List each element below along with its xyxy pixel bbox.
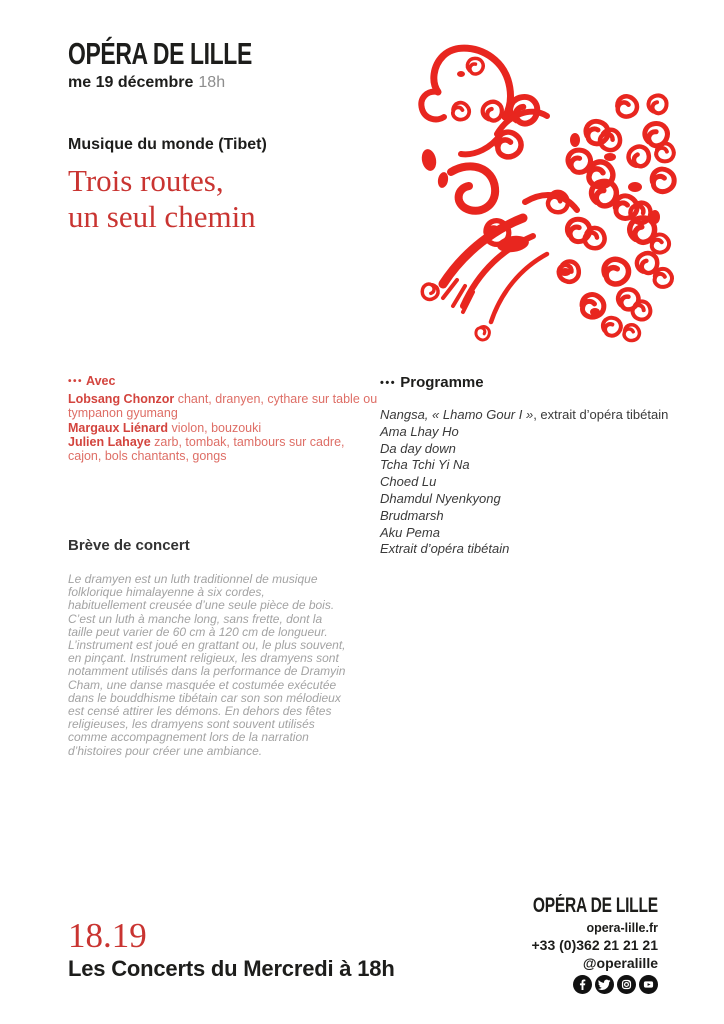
piece-subtitle: , extrait d’opéra tibétain <box>533 407 669 422</box>
tibetan-ornament-illustration <box>405 22 685 347</box>
programme-section <box>380 374 680 558</box>
concert-note-heading: Brève de concert <box>68 537 190 554</box>
facebook-icon <box>573 975 592 994</box>
show-category: Musique du monde (Tibet) <box>68 136 267 153</box>
series-title: Les Concerts du Mercredi à 18h <box>68 956 395 981</box>
programme-item: Brudmarsh <box>380 507 444 523</box>
bullet-dots-icon: ••• <box>380 377 397 389</box>
event-date <box>68 74 225 92</box>
show-title-line1: Trois routes, <box>68 163 224 198</box>
show-title-line2: un seul chemin <box>68 199 256 234</box>
programme-item: Tcha Tchi Yi Na <box>380 457 470 473</box>
performer-instruments: chant, dranyen, cythare sur table ou tympanon gyumang <box>68 392 378 421</box>
programme-item <box>380 407 680 424</box>
programme-item: Aku Pema <box>380 524 440 540</box>
time-text: 18h <box>198 74 226 91</box>
performer-name: Julien Lahaye <box>68 434 151 449</box>
phone-number: +33 (0)362 21 21 21 <box>531 937 658 953</box>
concert-note-text: Le dramyen est un luth traditionnel de musique folklorique himalayenne à six cordes, habituellement creusée d’une seule pièce de bois. C’est un luth à manche long, sans frette, dont la taille peut varier de 60 cm à 120 cm de longueur. L’instrument est joué en grattant ou, le plus souvent, en pinçant. Instrument religieux, les dramyens sont notamment utilisés dans la performance de Dramyin Cham, une danse masquée et costumée exécutée dans le bouddhisme tibétain car son son mélodieux est censé attirer les démons. En dehors des fêtes religieuses, les dramyens sont souvent utilisés comme accompagnement lors de la narration d’histoires pour créer une ambiance. <box>68 572 346 758</box>
programme-item: Choed Lu <box>380 474 437 490</box>
season-years: 18.19 <box>68 916 147 955</box>
performer-name: Margaux Liénard <box>68 420 169 435</box>
performer-entry <box>68 435 378 463</box>
show-title <box>68 163 256 235</box>
programme-item: Ama Lhay Ho <box>380 423 459 439</box>
twitter-icon <box>595 975 614 994</box>
piece-title: Nangsa, « Lhamo Gour I » <box>380 407 534 422</box>
contact-block <box>489 894 658 994</box>
bullet-dots-icon: ••• <box>68 376 84 387</box>
performers-section <box>68 374 378 463</box>
programme-item: Da day down <box>380 440 456 456</box>
opera-lille-footer-logo: OPÉRA DE LILLE <box>533 894 658 917</box>
social-handle: @operalille <box>582 955 658 971</box>
date-text: me 19 décembre <box>68 74 194 91</box>
performer-instruments: violon, bouzouki <box>168 420 262 435</box>
performer-entry <box>68 392 378 420</box>
youtube-icon <box>639 975 658 994</box>
performers-heading <box>68 374 378 389</box>
opera-lille-logo: OPÉRA DE LILLE <box>68 36 252 71</box>
performer-entry <box>68 421 378 435</box>
performers-heading-label: Avec <box>86 374 116 388</box>
social-icons-row <box>489 975 658 994</box>
performer-name: Lobsang Chonzor <box>68 392 175 407</box>
website-url: opera-lille.fr <box>586 921 658 935</box>
programme-heading-label: Programme <box>400 374 484 391</box>
instagram-icon <box>617 975 636 994</box>
programme-item: Extrait d’opéra tibétain <box>380 541 510 557</box>
performer-instruments: zarb, tombak, tambours sur cadre, cajon, bols chantants, gongs <box>68 434 345 464</box>
programme-heading <box>380 374 680 391</box>
programme-item: Dhamdul Nyenkyong <box>380 490 501 506</box>
